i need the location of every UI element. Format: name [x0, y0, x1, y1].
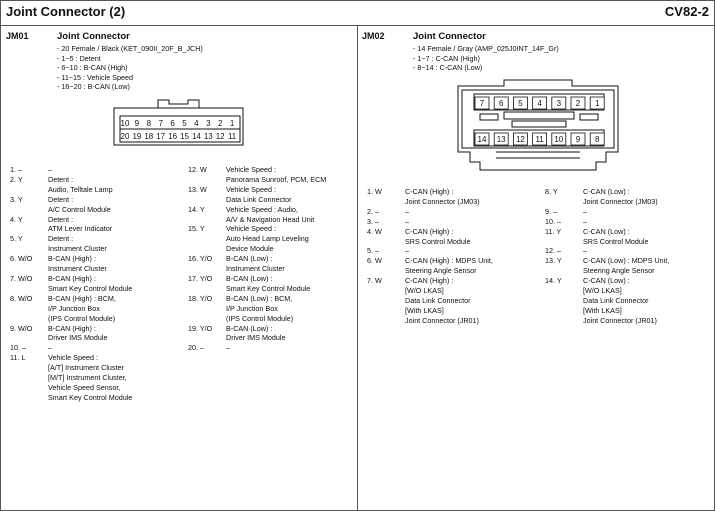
pin-description-line: Data Link Connector — [405, 295, 471, 305]
pin-description-line: Joint Connector (JM03) — [583, 196, 658, 206]
pin-number: 4. Y — [10, 214, 23, 224]
jm02-connector-diagram — [456, 78, 620, 172]
pin-description-line: Vehicle Speed : — [226, 184, 276, 194]
pin-description-line: Smart Key Control Module — [48, 392, 133, 402]
pin-number: 3. Y — [10, 194, 23, 204]
pin-entry — [188, 294, 326, 324]
pin-description — [48, 175, 113, 195]
pin-entry — [367, 187, 493, 207]
pin-label: 17 — [156, 132, 166, 141]
pin-label: 16 — [168, 132, 178, 141]
pin-description — [226, 274, 310, 294]
pin-description-line: Smart Key Control Module — [226, 283, 311, 293]
pin-label: 1 — [594, 99, 600, 108]
pin-description-line: Instrument Cluster — [48, 264, 107, 274]
pin-description-line: B-CAN (High) : — [48, 323, 96, 333]
pin-description — [583, 207, 587, 217]
pin-description-line: Detent : — [48, 214, 74, 224]
pin-description-line: I/P Junction Box — [226, 303, 278, 313]
spec-line: - 16~20 : B-CAN (Low) — [57, 82, 130, 92]
pin-description-line: Smart Key Control Module — [48, 283, 133, 293]
pin-description-line: Joint Connector (JR01) — [583, 315, 657, 325]
pin-label: 13 — [496, 135, 506, 144]
pin-description — [48, 165, 52, 175]
spec-line: - 8~14 : C-CAN (Low) — [413, 63, 483, 73]
pin-number: 2. – — [367, 206, 379, 216]
pin-label: 10 — [120, 119, 130, 128]
pin-description-line: Data Link Connector — [583, 295, 649, 305]
pin-entry — [367, 207, 493, 217]
pin-entry — [10, 175, 132, 195]
jm02-specs — [413, 44, 559, 73]
pin-label: 20 — [120, 132, 130, 141]
pin-label: 15 — [180, 132, 189, 141]
pin-label: 11 — [535, 135, 544, 144]
pin-description-line: Joint Connector (JR01) — [405, 315, 479, 325]
pin-description-line: B-CAN (Low) : BCM, — [226, 293, 293, 303]
pin-label: 4 — [194, 119, 199, 128]
pin-description-line: Detent : — [48, 174, 74, 184]
pin-number: 8. Y — [545, 187, 558, 196]
pin-description-line: B-CAN (Low) : — [226, 254, 273, 264]
pin-description — [226, 324, 286, 344]
pin-number: 12. – — [545, 246, 561, 256]
pin-description — [405, 207, 409, 217]
pin-description-line: Vehicle Speed : — [48, 353, 98, 363]
pin-description-line: – — [405, 246, 409, 256]
pin-description — [48, 274, 132, 294]
pin-entry — [545, 276, 669, 326]
pin-description-line: Instrument Cluster — [48, 244, 107, 254]
jm02-bottom-pins — [475, 133, 604, 145]
pin-label: 12 — [215, 132, 225, 141]
pin-label: 14 — [191, 132, 201, 141]
pin-number: 13. Y — [545, 256, 562, 266]
pin-description — [48, 353, 132, 403]
pin-number: 2. Y — [10, 174, 23, 184]
pin-description — [226, 165, 326, 185]
pin-entry — [188, 185, 326, 205]
pin-number: 16. Y/O — [188, 254, 213, 264]
pin-number: 11. L — [10, 353, 26, 363]
pin-number: 10. – — [545, 216, 561, 226]
pin-description-line: Steering Angle Sensor — [405, 266, 477, 276]
pin-description-line: Vehicle Speed : Audio, — [226, 204, 298, 214]
pin-description — [48, 215, 112, 235]
pin-entry — [367, 256, 493, 276]
pin-label: 2 — [217, 119, 223, 128]
pin-description-line: C-CAN (Low) : MDPS Unit, — [583, 256, 670, 266]
pin-description-line: – — [48, 343, 52, 353]
jm01-pin-list-2 — [188, 165, 326, 353]
pin-label: 5 — [182, 119, 187, 128]
pin-number: 1. W — [367, 187, 382, 196]
pin-description — [226, 343, 230, 353]
pin-description — [405, 276, 479, 326]
pin-label: 18 — [144, 132, 154, 141]
pin-entry — [188, 254, 326, 274]
pin-entry — [188, 343, 326, 353]
pin-number: 14. Y — [188, 204, 205, 214]
pin-description-line: C-CAN (High) : MDPS Unit, — [405, 256, 493, 266]
pin-description-line: [W/O LKAS] — [583, 286, 622, 296]
jm01-title: Joint Connector — [57, 31, 130, 42]
pin-description-line: Driver IMS Module — [226, 333, 286, 343]
pin-number: 17. Y/O — [188, 273, 213, 283]
pin-description — [583, 276, 657, 326]
pin-label: 6 — [498, 99, 504, 108]
spec-line: - 11~15 : Vehicle Speed — [57, 72, 133, 82]
pin-description-line: Audio, Telltale Lamp — [48, 184, 113, 194]
spec-line: - 20 Female / Black (KET_090II_20F_B_JCH) — [57, 44, 203, 53]
pin-description — [226, 205, 314, 225]
pin-entry — [545, 256, 669, 276]
pin-entry — [10, 234, 132, 254]
pin-description-line: SRS Control Module — [583, 236, 649, 246]
pin-entry — [367, 276, 493, 326]
pin-description — [48, 324, 108, 344]
pin-description-line: I/P Junction Box — [48, 303, 100, 313]
pin-entry — [10, 274, 132, 294]
pin-number: 5. – — [367, 246, 379, 256]
pin-label: 6 — [170, 119, 175, 128]
pin-description — [48, 343, 52, 353]
pin-number: 9. W/O — [10, 323, 33, 333]
pin-description-line: Instrument Cluster — [226, 264, 285, 274]
pin-description-line: (IPS Control Module) — [226, 313, 294, 323]
pin-description-line: (IPS Control Module) — [48, 313, 116, 323]
pin-number: 15. Y — [188, 224, 205, 234]
pin-number: 6. W/O — [10, 254, 33, 264]
pin-number: 18. Y/O — [188, 293, 213, 303]
page-title: Joint Connector (2) — [6, 4, 126, 19]
pin-label: 9 — [134, 119, 140, 128]
pin-entry — [367, 217, 493, 227]
jm02-title: Joint Connector — [413, 31, 486, 42]
pin-label: 7 — [479, 99, 485, 108]
spec-line: - 6~10 : B-CAN (High) — [57, 63, 128, 73]
pin-entry — [10, 215, 132, 235]
pin-number: 7. W — [367, 276, 382, 286]
jm02-top-pins — [475, 97, 604, 109]
pin-description-line: B-CAN (High) : — [48, 273, 96, 283]
pin-label: 9 — [575, 135, 581, 144]
pin-number: 4. W — [367, 226, 382, 236]
pin-description-line: C-CAN (High) : — [405, 226, 454, 236]
pin-description-line: Steering Angle Sensor — [583, 266, 655, 276]
pin-description — [226, 254, 285, 274]
pin-description-line: – — [226, 343, 230, 353]
pin-label: 13 — [203, 132, 213, 141]
pin-entry — [188, 165, 326, 185]
pin-description-line: Data Link Connector — [226, 194, 292, 204]
pin-number: 3. – — [367, 216, 379, 226]
pin-label: 14 — [477, 135, 487, 144]
pin-description-line: – — [48, 165, 52, 174]
pin-description-line: [A/T] Instrument Cluster — [48, 363, 124, 373]
pin-label: 12 — [515, 135, 525, 144]
pin-number: 14. Y — [545, 276, 562, 286]
pin-description-line: C-CAN (Low) : — [583, 187, 630, 196]
pin-number: 7. W/O — [10, 273, 33, 283]
pin-description — [583, 217, 587, 227]
pin-number: 20. – — [188, 343, 204, 353]
pin-description-line: ATM Lever Indicator — [48, 224, 113, 234]
pin-description-line: – — [583, 206, 587, 216]
pin-description-line: Vehicle Speed Sensor, — [48, 382, 121, 392]
pin-label: 10 — [554, 135, 564, 144]
pin-description-line: B-CAN (Low) : — [226, 273, 273, 283]
pin-description-line: B-CAN (High) : BCM, — [48, 293, 116, 303]
pin-entry — [10, 254, 132, 274]
pin-entry — [188, 324, 326, 344]
pin-label: 5 — [518, 99, 523, 108]
pin-label: 3 — [556, 99, 562, 108]
pin-description-line: Vehicle Speed : — [226, 224, 276, 234]
pin-entry — [10, 353, 132, 403]
pin-number: 1. – — [10, 165, 22, 174]
pin-description-line: A/C Control Module — [48, 204, 111, 214]
pin-label: 8 — [594, 135, 600, 144]
pin-description — [405, 246, 409, 256]
pin-number: 11. Y — [545, 226, 562, 236]
pin-description — [405, 217, 409, 227]
pin-description-line: B-CAN (High) : — [48, 254, 96, 264]
pin-description-line: C-CAN (High) : — [405, 187, 454, 196]
pin-description-line: [With LKAS] — [405, 305, 444, 315]
jm01-specs — [57, 44, 203, 92]
pin-entry — [367, 246, 493, 256]
pin-number: 5. Y — [10, 234, 23, 244]
jm01-connector-diagram — [112, 96, 246, 148]
pin-description-line: Panorama Sunroof, PCM, ECM — [226, 174, 327, 184]
jm01-pin-list-1 — [10, 165, 132, 403]
jm01-bottom-pins — [121, 132, 237, 141]
pin-entry — [10, 165, 132, 175]
pin-entry — [10, 324, 132, 344]
pin-description-line: – — [583, 216, 587, 226]
pin-description-line: C-CAN (Low) : — [583, 276, 630, 286]
pin-entry — [545, 187, 669, 207]
pin-number: 6. W — [367, 256, 382, 266]
pin-description-line: – — [583, 246, 587, 256]
pin-description — [405, 227, 471, 247]
pin-label: 2 — [575, 99, 581, 108]
pin-description-line: – — [405, 216, 409, 226]
pin-description — [583, 246, 587, 256]
pin-label: 8 — [146, 119, 152, 128]
page-code: CV82-2 — [664, 4, 709, 19]
pin-number: 12. W — [188, 165, 207, 174]
pin-description — [226, 294, 293, 324]
pin-entry — [188, 205, 326, 225]
pin-description-line: C-CAN (Low) : — [583, 226, 630, 236]
jm02-id: JM02 — [362, 31, 385, 41]
pin-entry — [10, 343, 132, 353]
pin-entry — [367, 227, 493, 247]
jm02-pin-list-2 — [545, 187, 669, 326]
pin-entry — [188, 274, 326, 294]
pin-description-line: [W/O LKAS] — [405, 286, 444, 296]
pin-description — [48, 294, 116, 324]
pin-description-line: B-CAN (Low) : — [226, 323, 273, 333]
pin-entry — [188, 224, 326, 254]
pin-number: 19. Y/O — [188, 323, 213, 333]
pin-description-line: Auto Head Lamp Leveling — [226, 234, 309, 244]
spec-line: - 1~5 : Detent — [57, 53, 101, 63]
pin-label: 4 — [537, 99, 542, 108]
pin-description — [226, 185, 292, 205]
pin-description-line: [M/T] Instrument Cluster, — [48, 373, 127, 383]
pin-description-line: A/V & Navigation Head Unit — [226, 214, 315, 224]
pin-description — [583, 227, 649, 247]
pin-description-line: C-CAN (High) : — [405, 276, 454, 286]
page-header — [0, 0, 715, 26]
spec-line: - 1~7 : C-CAN (High) — [413, 53, 480, 63]
pin-description-line: Driver IMS Module — [48, 333, 108, 343]
pin-description-line: Detent : — [48, 194, 74, 204]
pin-description — [48, 254, 107, 274]
pin-label: 11 — [227, 132, 237, 141]
pin-description — [405, 256, 493, 276]
pin-number: 10. – — [10, 343, 26, 353]
column-divider — [357, 26, 358, 511]
pin-description-line: – — [405, 206, 409, 216]
pin-label: 1 — [229, 119, 235, 128]
pin-description — [583, 256, 669, 276]
pin-entry — [545, 207, 669, 217]
pin-description — [583, 187, 658, 207]
pin-label: 3 — [206, 119, 211, 128]
pin-number: 9. – — [545, 206, 557, 216]
pin-description-line: Detent : — [48, 234, 74, 244]
pin-description-line: [With LKAS] — [583, 305, 622, 315]
pin-number: 13. W — [188, 184, 207, 194]
pin-description — [48, 234, 107, 254]
pin-entry — [545, 227, 669, 247]
pin-entry — [10, 195, 132, 215]
pin-description-line: SRS Control Module — [405, 236, 471, 246]
pin-label: 19 — [132, 132, 142, 141]
pin-description-line: Device Module — [226, 244, 274, 254]
pin-entry — [545, 246, 669, 256]
jm02-pin-list-1 — [367, 187, 493, 326]
pin-number: 8. W/O — [10, 293, 33, 303]
pin-entry — [545, 217, 669, 227]
pin-description — [226, 224, 309, 254]
pin-description-line: Vehicle Speed : — [226, 165, 276, 174]
pin-label: 7 — [158, 119, 163, 128]
spec-line: - 14 Female / Gray (AMP_025J0INT_14F_Gr) — [413, 44, 559, 53]
jm01-id: JM01 — [6, 31, 29, 41]
jm01-top-pins — [121, 119, 235, 128]
pin-description-line: Joint Connector (JM03) — [405, 196, 480, 206]
pin-description — [405, 187, 480, 207]
pin-entry — [10, 294, 132, 324]
pin-description — [48, 195, 111, 215]
